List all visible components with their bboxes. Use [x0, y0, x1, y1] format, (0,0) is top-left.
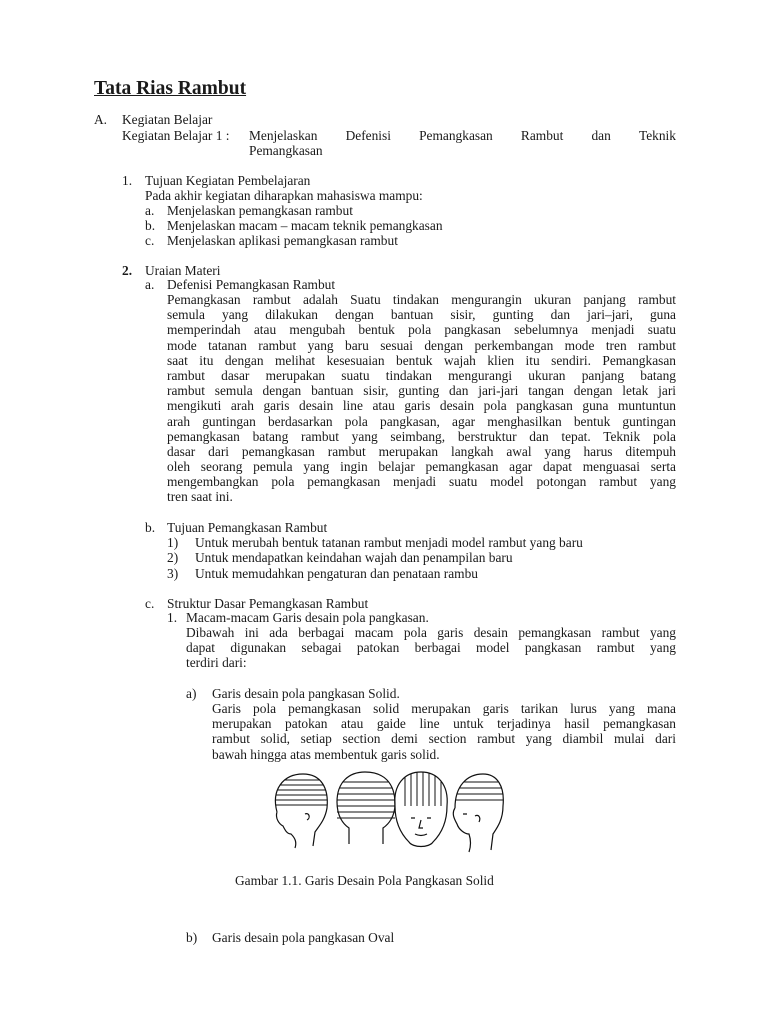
figure-caption: Gambar 1.1. Garis Desain Pola Pangkasan Solid	[235, 873, 494, 888]
paragraph-line: Dibawah ini ada berbagai macam pola garis desain pemangkasan rambut yang	[186, 625, 676, 640]
item2a-marker: a.	[145, 277, 155, 292]
paragraph-line: semula yang dilakukan dengan bantuan sisir, gunting dan jari–jari, guna	[167, 307, 676, 323]
item1-heading: Tujuan Kegiatan Pembelajaran	[145, 173, 311, 188]
paragraph-line: tren saat ini.	[167, 489, 233, 505]
list-item: Untuk memudahkan pengaturan dan penataan rambu	[195, 566, 478, 581]
paragraph-line: bawah hingga atas membentuk garis solid.	[212, 746, 440, 762]
paragraph-line: Pemangkasan rambut adalah Suatu tindakan mengurangin ukuran panjang rambut	[167, 292, 676, 307]
paragraph-line: oleh seorang pemula yang ingin belajar pemangkasan agar dapat menguasai serta	[167, 459, 676, 475]
section-a-marker: A.	[94, 112, 108, 127]
head-three-quarter-outline	[453, 774, 503, 852]
head-back-outline	[337, 772, 395, 844]
list-marker: a.	[145, 203, 155, 218]
list-marker: b.	[145, 218, 156, 233]
kb-word: Teknik	[638, 128, 676, 143]
paragraph-line: rambut dasar merupakan suatu tindakan mengurangi ukuran panjang batang	[167, 367, 676, 383]
list-item: Menjelaskan macam – macam teknik pemangkasan	[167, 218, 443, 233]
kegiatan-belajar-title-line	[249, 128, 676, 143]
item2c-heading: Struktur Dasar Pemangkasan Rambut	[167, 596, 369, 611]
sub1-paragraph	[186, 625, 676, 671]
kb-word: Rambut	[520, 128, 564, 143]
item2b-marker: b.	[145, 520, 156, 535]
oval-marker: b)	[186, 930, 198, 945]
solid-heading: Garis desain pola pangkasan Solid.	[212, 686, 400, 701]
paragraph-line: mengikuti arah garis desain line atau garis desain pola pangkasan guna muntuntun	[167, 398, 676, 414]
list-item: Menjelaskan pemangkasan rambut	[167, 203, 353, 218]
definition-paragraph	[167, 292, 676, 505]
kegiatan-belajar-title-line2: Pemangkasan	[249, 143, 323, 158]
item2c-marker: c.	[145, 596, 155, 611]
page-title: Tata Rias Rambut	[94, 78, 247, 99]
paragraph-line: dasar dari pemangkasan rambut merupakan langkah awal yang harus ditempuh	[167, 443, 676, 459]
kb-word: Menjelaskan	[249, 128, 318, 143]
paragraph-line: saat itu dengan melihat kesesuaian bentuk wajah klien itu sendiri. Pemangkasan	[167, 352, 676, 368]
paragraph-line: arah guntingan berdasarkan pola pangkasan, agar menghasilkan bentuk guntingan	[167, 413, 676, 429]
oval-heading: Garis desain pola pangkasan Oval	[212, 930, 395, 945]
solid-line-heads-figure	[265, 768, 505, 856]
sub1-heading: Macam-macam Garis desain pola pangkasan.	[186, 610, 429, 625]
paragraph-line: rambut solid, setiap section demi section rambut yang diambil mulai dari	[212, 731, 676, 747]
item1-marker: 1.	[122, 173, 133, 188]
list-marker: 2)	[167, 550, 179, 565]
sub1-marker: 1.	[167, 610, 178, 625]
solid-paragraph	[212, 701, 676, 762]
kegiatan-belajar-prefix: Kegiatan Belajar 1 :	[122, 128, 230, 143]
item2-marker: 2.	[122, 263, 133, 278]
section-a-label: Kegiatan Belajar	[122, 112, 213, 127]
kb-word: dan	[591, 128, 611, 143]
paragraph-line: pemangkasan batang rambut yang seimbang, berstruktur dan tepat. Teknik pola	[167, 428, 676, 444]
kb-word: Defenisi	[345, 128, 391, 143]
item2a-heading: Defenisi Pemangkasan Rambut	[167, 277, 336, 292]
paragraph-line: Garis pola pemangkasan solid merupakan garis tarikan lurus yang mana	[212, 701, 676, 716]
paragraph-line: mengembangkan pola pemangkasan menjadi suatu model potongan rambut yang	[167, 474, 676, 490]
paragraph-line: merupakan patokan atau gaide line untuk terjadinya hasil pemangkasan	[212, 716, 676, 732]
list-item: Untuk merubah bentuk tatanan rambut menjadi model rambut yang baru	[195, 535, 583, 550]
paragraph-line: mode tatanan rambut yang baru sesuai dengan perkembangan mode tren rambut	[167, 337, 676, 353]
list-marker: 1)	[167, 535, 179, 550]
item2-heading: Uraian Materi	[145, 263, 221, 278]
item1-intro: Pada akhir kegiatan diharapkan mahasiswa mampu:	[145, 188, 423, 203]
list-marker: c.	[145, 233, 155, 248]
paragraph-line: memperindah atau mengubah bentuk pola pangkasan sebelumnya menjadi suatu	[167, 322, 676, 338]
list-item: Menjelaskan aplikasi pemangkasan rambut	[167, 233, 398, 248]
item2b-heading: Tujuan Pemangkasan Rambut	[167, 520, 328, 535]
list-item: Untuk mendapatkan keindahan wajah dan penampilan baru	[195, 550, 513, 565]
paragraph-line: dapat digunakan sebagai patokan berbagai model pangkasan rambut yang	[186, 640, 676, 656]
paragraph-line: rambut semula dengan bantuan sisir, gunting dan jari-jari tangan dengan letak jari	[167, 383, 676, 399]
kb-word: Pemangkasan	[419, 128, 493, 143]
paragraph-line: terdiri dari:	[186, 655, 247, 671]
solid-marker: a)	[186, 686, 197, 701]
list-marker: 3)	[167, 566, 179, 581]
